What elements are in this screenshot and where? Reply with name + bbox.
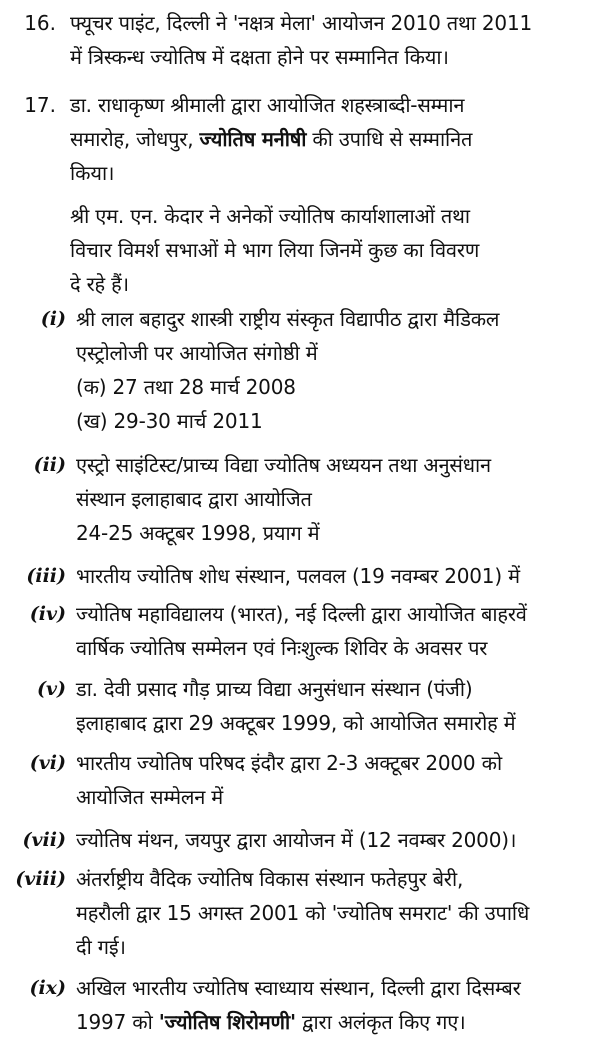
list-item-line: डा. देवी प्रसाद गौड़ प्राच्य विद्या अनुसंधान संस्थान (पंजी) (76, 677, 473, 701)
list-item-line: अंतर्राष्ट्रीय वैदिक ज्योतिष विकास संस्थान फतेहपुर बेरी, (76, 867, 464, 891)
list-item-line: संस्थान इलाहाबाद द्वारा आयोजित (76, 487, 312, 511)
item-16-line-1: फ्यूचर पाइंट, दिल्ली ने 'नक्षत्र मेला' आयोजन 2010 तथा 2011 (70, 11, 533, 35)
intro-line-1: श्री एम. एन. केदार ने अनेकों ज्योतिष कार्याशालाओं तथा (70, 204, 470, 228)
list-item-line: एस्ट्रोलोजी पर आयोजित संगोष्ठी में (76, 341, 318, 365)
intro-line-3: दे रहे हैं। (70, 272, 129, 296)
roman-numeral: (viii) (15, 868, 66, 890)
roman-numeral: (iii) (26, 565, 66, 587)
title-jyotish-manishi: ज्योतिष मनीषी (199, 127, 307, 151)
item-number: 16. (24, 11, 56, 35)
item-16-line-2: में त्रिस्कन्ध ज्योतिष में दक्षता होने पर सम्मानित किया। (70, 45, 449, 69)
roman-numeral: (vi) (29, 752, 66, 774)
list-item-line: 1997 को 'ज्योतिष शिरोमणी' द्वारा अलंकृत किए गए। (76, 1010, 466, 1034)
list-item-line: भारतीय ज्योतिष शोध संस्थान, पलवल (19 नवम्बर 2001) में (76, 564, 520, 588)
list-item-line: वार्षिक ज्योतिष सम्मेलन एवं निःशुल्क शिविर के अवसर पर (76, 636, 488, 660)
list-item-line: (क) 27 तथा 28 मार्च 2008 (76, 375, 296, 399)
intro-line-2: विचार विमर्श सभाओं मे भाग लिया जिनमें कुछ का विवरण (70, 238, 480, 262)
list-item-line: (ख) 29-30 मार्च 2011 (76, 409, 263, 433)
item-17-line-2: समारोह, जोधपुर, ज्योतिष मनीषी की उपाधि से सम्मानित (70, 127, 473, 151)
roman-numeral: (ix) (29, 977, 66, 999)
roman-numeral: (v) (36, 678, 66, 700)
list-item-line: आयोजित सम्मेलन में (76, 785, 224, 809)
item-17-line-3: किया। (70, 161, 115, 185)
list-item-line: श्री लाल बहादुर शास्त्री राष्ट्रीय संस्कृत विद्यापीठ द्वारा मैडिकल (76, 307, 500, 331)
item-17-line-1: डा. राधाकृष्ण श्रीमाली द्वारा आयोजित शहस्त्राब्दी-सम्मान (70, 93, 465, 117)
list-item-line: एस्ट्रो साइंटिस्ट/प्राच्य विद्या ज्योतिष अध्ययन तथा अनुसंधान (76, 453, 491, 477)
list-item-line: 24-25 अक्टूबर 1998, प्रयाग में (76, 521, 320, 545)
list-item-line: दी गई। (76, 935, 126, 959)
list-item-line: भारतीय ज्योतिष परिषद इंदौर द्वारा 2-3 अक्टूबर 2000 को (76, 751, 502, 775)
roman-numeral: (vii) (22, 829, 66, 851)
list-item-line: ज्योतिष महाविद्यालय (भारत), नई दिल्ली द्वारा आयोजित बाहरवें (76, 602, 527, 626)
list-item-line: महरौली द्वार 15 अगस्त 2001 को 'ज्योतिष समराट' की उपाधि (76, 901, 530, 925)
roman-numeral: (iv) (29, 603, 66, 625)
item-number: 17. (24, 93, 56, 117)
list-item-line: अखिल भारतीय ज्योतिष स्वाध्याय संस्थान, दिल्ली द्वारा दिसम्बर (76, 976, 521, 1000)
list-item-line: ज्योतिष मंथन, जयपुर द्वारा आयोजन में (12 नवम्बर 2000)। (76, 828, 517, 852)
roman-numeral: (i) (40, 308, 66, 330)
title-jyotish-shiromani: 'ज्योतिष शिरोमणी' (158, 1010, 296, 1034)
list-item-line: इलाहाबाद द्वारा 29 अक्टूबर 1999, को आयोजित समारोह में (76, 711, 516, 735)
roman-numeral: (ii) (33, 454, 66, 476)
